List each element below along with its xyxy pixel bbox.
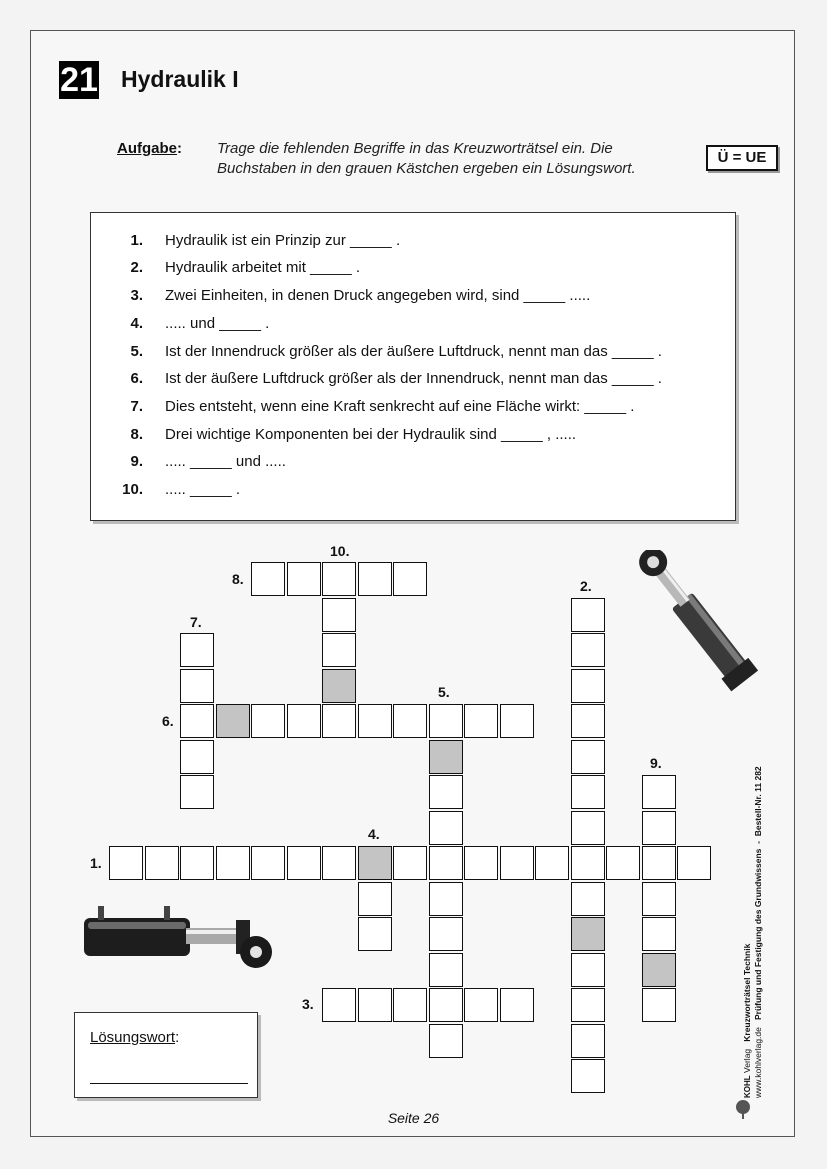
publisher-logo-text: KOHL bbox=[743, 1075, 752, 1098]
task-label-colon: : bbox=[177, 140, 182, 157]
hydraulic-cylinder-horizontal-image bbox=[78, 900, 278, 978]
clue-text: Dies entsteht, wenn eine Kraft senkrecht auf eine Fläche wirkt: _____ . bbox=[165, 398, 635, 415]
crossword-cell[interactable] bbox=[180, 846, 214, 880]
task-label-text: Aufgabe bbox=[117, 140, 177, 157]
crossword-cell[interactable] bbox=[429, 704, 463, 738]
crossword-cell[interactable] bbox=[500, 988, 534, 1022]
crossword-cell[interactable] bbox=[393, 846, 427, 880]
crossword-cell[interactable] bbox=[180, 633, 214, 667]
grid-label-5: 5. bbox=[438, 684, 450, 700]
clue-text: ..... _____ . bbox=[165, 481, 241, 498]
crossword-cell[interactable] bbox=[216, 846, 250, 880]
crossword-cell[interactable] bbox=[109, 846, 143, 880]
side-imprint bbox=[742, 748, 792, 1098]
crossword-cell[interactable] bbox=[429, 988, 463, 1022]
crossword-cell-solution[interactable] bbox=[642, 953, 676, 987]
clue-list bbox=[90, 212, 736, 521]
crossword-cell[interactable] bbox=[642, 882, 676, 916]
grid-label-1: 1. bbox=[90, 855, 102, 871]
crossword-cell[interactable] bbox=[642, 988, 676, 1022]
crossword-cell[interactable] bbox=[464, 846, 498, 880]
crossword-cell-solution[interactable] bbox=[571, 917, 605, 951]
crossword-cell[interactable] bbox=[358, 882, 392, 916]
crossword-cell[interactable] bbox=[358, 562, 392, 596]
grid-label-9: 9. bbox=[650, 755, 662, 771]
clue-number: 3. bbox=[130, 287, 143, 304]
crossword-cell[interactable] bbox=[429, 953, 463, 987]
crossword-cell[interactable] bbox=[287, 846, 321, 880]
publisher-sub: Verlag bbox=[742, 1048, 752, 1073]
crossword-cell[interactable] bbox=[429, 917, 463, 951]
grid-label-8: 8. bbox=[232, 571, 244, 587]
crossword-cell[interactable] bbox=[180, 704, 214, 738]
crossword-cell[interactable] bbox=[429, 811, 463, 845]
crossword-cell[interactable] bbox=[677, 846, 711, 880]
page-number: Seite 26 bbox=[387, 1110, 440, 1126]
crossword-cell[interactable] bbox=[322, 562, 356, 596]
order-number: Bestell-Nr. 11 282 bbox=[753, 766, 763, 837]
crossword-cell[interactable] bbox=[429, 1024, 463, 1058]
clue-text: Hydraulik arbeitet mit _____ . bbox=[165, 259, 361, 276]
crossword-cell[interactable] bbox=[251, 704, 285, 738]
crossword-cell[interactable] bbox=[571, 846, 605, 880]
book-title: Kreuzworträtsel Technik bbox=[742, 943, 752, 1042]
crossword-cell[interactable] bbox=[287, 562, 321, 596]
clue-number: 2. bbox=[130, 259, 143, 276]
task-label bbox=[117, 140, 182, 157]
crossword-cell[interactable] bbox=[322, 988, 356, 1022]
crossword-cell[interactable] bbox=[322, 598, 356, 632]
crossword-cell[interactable] bbox=[500, 704, 534, 738]
solution-label-colon: : bbox=[175, 1029, 180, 1046]
publisher-logo-icon bbox=[734, 1098, 752, 1120]
grid-label-2: 2. bbox=[580, 578, 592, 594]
crossword-cell[interactable] bbox=[571, 740, 605, 774]
worksheet-number: 21 bbox=[60, 61, 98, 99]
crossword-cell[interactable] bbox=[571, 598, 605, 632]
crossword-cell[interactable] bbox=[322, 846, 356, 880]
crossword-cell[interactable] bbox=[251, 562, 285, 596]
publisher-website: www.kohlverlag.de bbox=[753, 1027, 763, 1098]
crossword-cell[interactable] bbox=[393, 562, 427, 596]
crossword-cell[interactable] bbox=[429, 846, 463, 880]
clue-number: 1. bbox=[130, 232, 143, 249]
clue-text: ..... _____ und ..... bbox=[165, 453, 286, 470]
crossword-cell[interactable] bbox=[358, 704, 392, 738]
grid-label-4: 4. bbox=[368, 826, 380, 842]
crossword-cell[interactable] bbox=[287, 704, 321, 738]
crossword-cell[interactable] bbox=[393, 704, 427, 738]
clue-text: Zwei Einheiten, in denen Druck angegeben wird, sind _____ ..... bbox=[165, 287, 591, 304]
crossword-cell[interactable] bbox=[464, 988, 498, 1022]
clue-number: 5. bbox=[130, 343, 143, 360]
crossword-cell[interactable] bbox=[464, 704, 498, 738]
crossword-cell-solution[interactable] bbox=[358, 846, 392, 880]
clue-text: Ist der äußere Luftdruck größer als der Innendruck, nennt man das _____ . bbox=[165, 370, 662, 387]
book-subtitle: Prüfung und Festigung des Grundwissens bbox=[753, 848, 763, 1021]
crossword-cell[interactable] bbox=[571, 1024, 605, 1058]
crossword-cell[interactable] bbox=[642, 775, 676, 809]
crossword-cell[interactable] bbox=[571, 882, 605, 916]
clue-number: 8. bbox=[130, 426, 143, 443]
clue-number: 7. bbox=[130, 398, 143, 415]
crossword-cell[interactable] bbox=[322, 633, 356, 667]
solution-label-text: Lösungswort bbox=[90, 1029, 176, 1046]
crossword-cell[interactable] bbox=[393, 988, 427, 1022]
solution-answer-line[interactable] bbox=[90, 1083, 248, 1084]
crossword-cell[interactable] bbox=[571, 669, 605, 703]
crossword-cell[interactable] bbox=[251, 846, 285, 880]
crossword-cell[interactable] bbox=[642, 917, 676, 951]
crossword-cell-solution[interactable] bbox=[322, 669, 356, 703]
crossword-cell[interactable] bbox=[535, 846, 569, 880]
crossword-cell[interactable] bbox=[145, 846, 179, 880]
clue-text: Hydraulik ist ein Prinzip zur _____ . bbox=[165, 232, 401, 249]
crossword-cell[interactable] bbox=[571, 633, 605, 667]
crossword-cell[interactable] bbox=[180, 669, 214, 703]
crossword-cell[interactable] bbox=[500, 846, 534, 880]
solution-label bbox=[90, 1029, 179, 1046]
crossword-cell[interactable] bbox=[180, 740, 214, 774]
crossword-cell[interactable] bbox=[571, 811, 605, 845]
grid-label-3: 3. bbox=[302, 996, 314, 1012]
crossword-cell-solution[interactable] bbox=[216, 704, 250, 738]
crossword-cell[interactable] bbox=[358, 917, 392, 951]
umlaut-hint-box: Ü = UE bbox=[706, 145, 778, 171]
task-instructions: Trage die fehlenden Begriffe in das Kreuzworträtsel ein. Die Buchstaben in den grauen Kästchen ergeben ein Lösungswort. bbox=[217, 140, 636, 177]
crossword-cell[interactable] bbox=[358, 988, 392, 1022]
grid-label-6: 6. bbox=[162, 713, 174, 729]
clue-number: 10. bbox=[122, 481, 143, 498]
clue-text: Drei wichtige Komponenten bei der Hydraulik sind _____ , ..... bbox=[165, 426, 577, 443]
crossword-cell[interactable] bbox=[322, 704, 356, 738]
page-title: Hydraulik I bbox=[121, 66, 239, 92]
crossword-cell[interactable] bbox=[571, 988, 605, 1022]
clue-number: 4. bbox=[130, 315, 143, 332]
grid-label-10: 10. bbox=[330, 543, 350, 559]
crossword-cell[interactable] bbox=[429, 775, 463, 809]
crossword-cell[interactable] bbox=[571, 775, 605, 809]
clue-text: ..... und _____ . bbox=[165, 315, 270, 332]
solution-box bbox=[74, 1012, 258, 1098]
crossword-cell[interactable] bbox=[571, 704, 605, 738]
crossword-cell[interactable] bbox=[642, 846, 676, 880]
crossword-cell[interactable] bbox=[571, 1059, 605, 1093]
clue-number: 9. bbox=[130, 453, 143, 470]
crossword-cell[interactable] bbox=[429, 882, 463, 916]
hydraulic-cylinder-diagonal-image bbox=[636, 550, 766, 700]
crossword-cell[interactable] bbox=[642, 811, 676, 845]
clue-text: Ist der Innendruck größer als der äußere Luftdruck, nennt man das _____ . bbox=[165, 343, 662, 360]
grid-label-7: 7. bbox=[190, 614, 202, 630]
clue-number: 6. bbox=[130, 370, 143, 387]
crossword-cell[interactable] bbox=[180, 775, 214, 809]
crossword-cell[interactable] bbox=[571, 953, 605, 987]
crossword-cell[interactable] bbox=[606, 846, 640, 880]
imprint-separator: - bbox=[753, 841, 763, 844]
crossword-cell-solution[interactable] bbox=[429, 740, 463, 774]
